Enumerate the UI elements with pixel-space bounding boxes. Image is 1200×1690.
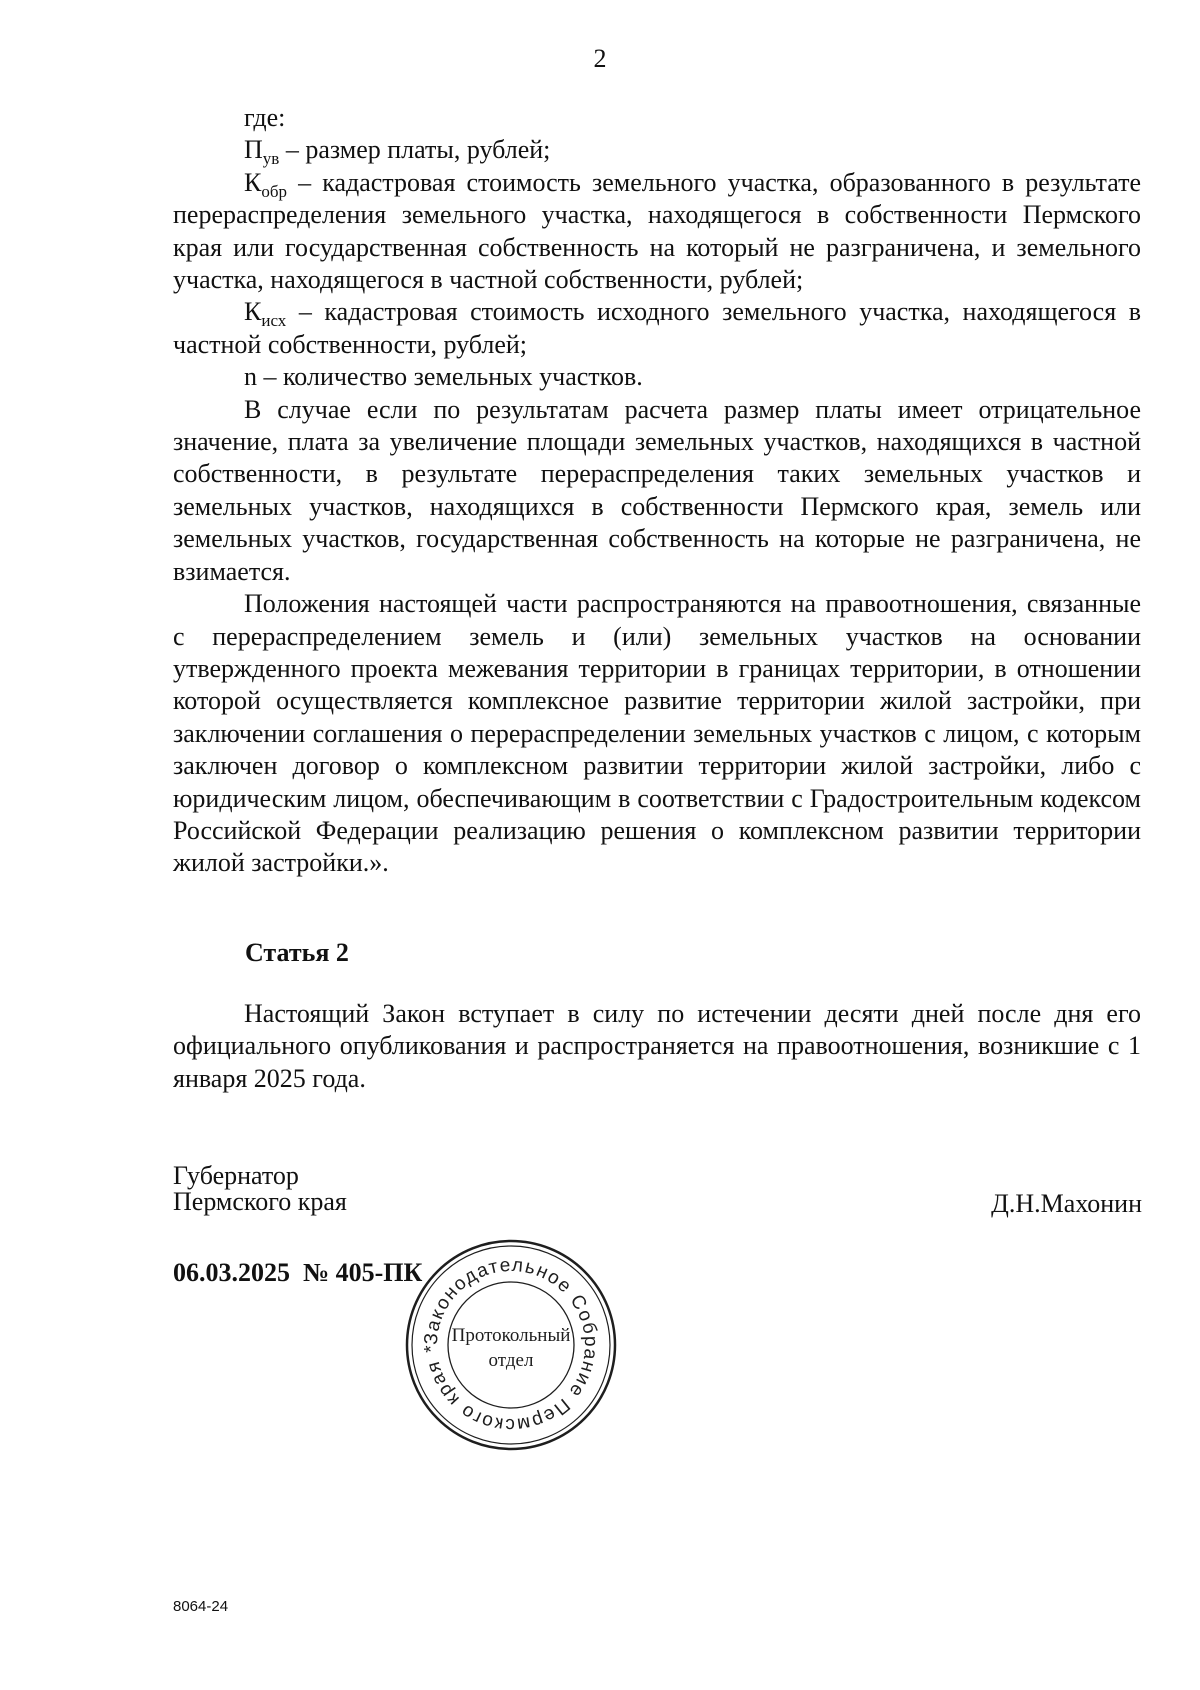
variable-p-uv: $П_{ув}$ [244, 135, 280, 169]
definition-n: n – количество земельных участков. [244, 362, 643, 392]
stamp-ring-text: Законодательное Собрание Пермского края * [420, 1254, 602, 1436]
signatory-position-line1: Губернатор [173, 1161, 299, 1190]
official-stamp [398, 1232, 624, 1458]
definition-k-obr: $К_{обр}$ – кадастровая стоимость земельного участка, образованного в результате перераспределения земельного участка, находящегося в собственности Пермского края или государственная собственность на который не разграничена, и земельного участка, находящегося в частной собственности, рублей; [173, 167, 1141, 295]
article-2-paragraph: Настоящий Закон вступает в силу по истечении десяти дней после дня его официального опубликования и распространяется на правоотношения, возникшие с 1 января 2025 года. [173, 999, 1141, 1093]
article-2-heading: Статья 2 [245, 938, 349, 967]
law-body-text [173, 102, 1141, 880]
page-number: 2 [593, 44, 607, 73]
variable-k-isx: $К_{исх}$ [244, 297, 287, 331]
law-date-number: 06.03.2025 № 405-ПК [173, 1258, 423, 1287]
stamp-seal-icon [398, 1232, 624, 1458]
paragraph-negative-value: В случае если по результатам расчета размер платы имеет отрицательное значение, плата за увеличение площади земельных участков, находящихся в частной собственности, в результате перераспределения таких земельных участков и земельных участков, находящихся в собственности Пермского края, земель или земельных участков, государственная собственность на которые не разграничена, не взимается. [173, 394, 1141, 586]
definitions-intro: где: [244, 103, 286, 132]
stamp-center-line2: отдел [488, 1350, 534, 1371]
signatory-position [173, 1163, 347, 1215]
signatory-name: Д.Н.Махонин [991, 1189, 1142, 1218]
definition-p-uv: $П_{ув}$ – размер платы, рублей; [244, 135, 551, 169]
signatory-position-line2: Пермского края [173, 1187, 347, 1216]
paragraph-provisions: Положения настоящей части распространяются на правоотношения, связанные с перераспределением земель и (или) земельных участков на основании утвержденного проекта межевания территории в границах территории, в отношении которой осуществляется комплексное развитие территории жилой застройки, при заключении соглашения о перераспределении земельных участков с лицом, с которым заключен договор о комплексном развитии территории жилой застройки, либо с юридическим лицом, обеспечивающим в соответствии с Градостроительным кодексом Российской Федерации реализацию решения о комплексном развитии территории жилой застройки.». [173, 589, 1141, 878]
article-2-text [173, 998, 1141, 1095]
definition-k-isx: $К_{исх}$ – кадастровая стоимость исходного земельного участка, находящегося в частной собственности, рублей; [173, 297, 1141, 359]
document-code: 8064-24 [173, 1598, 229, 1615]
variable-k-obr: $К_{обр}$ [244, 167, 287, 201]
stamp-center-line1: Протокольный [451, 1325, 571, 1346]
